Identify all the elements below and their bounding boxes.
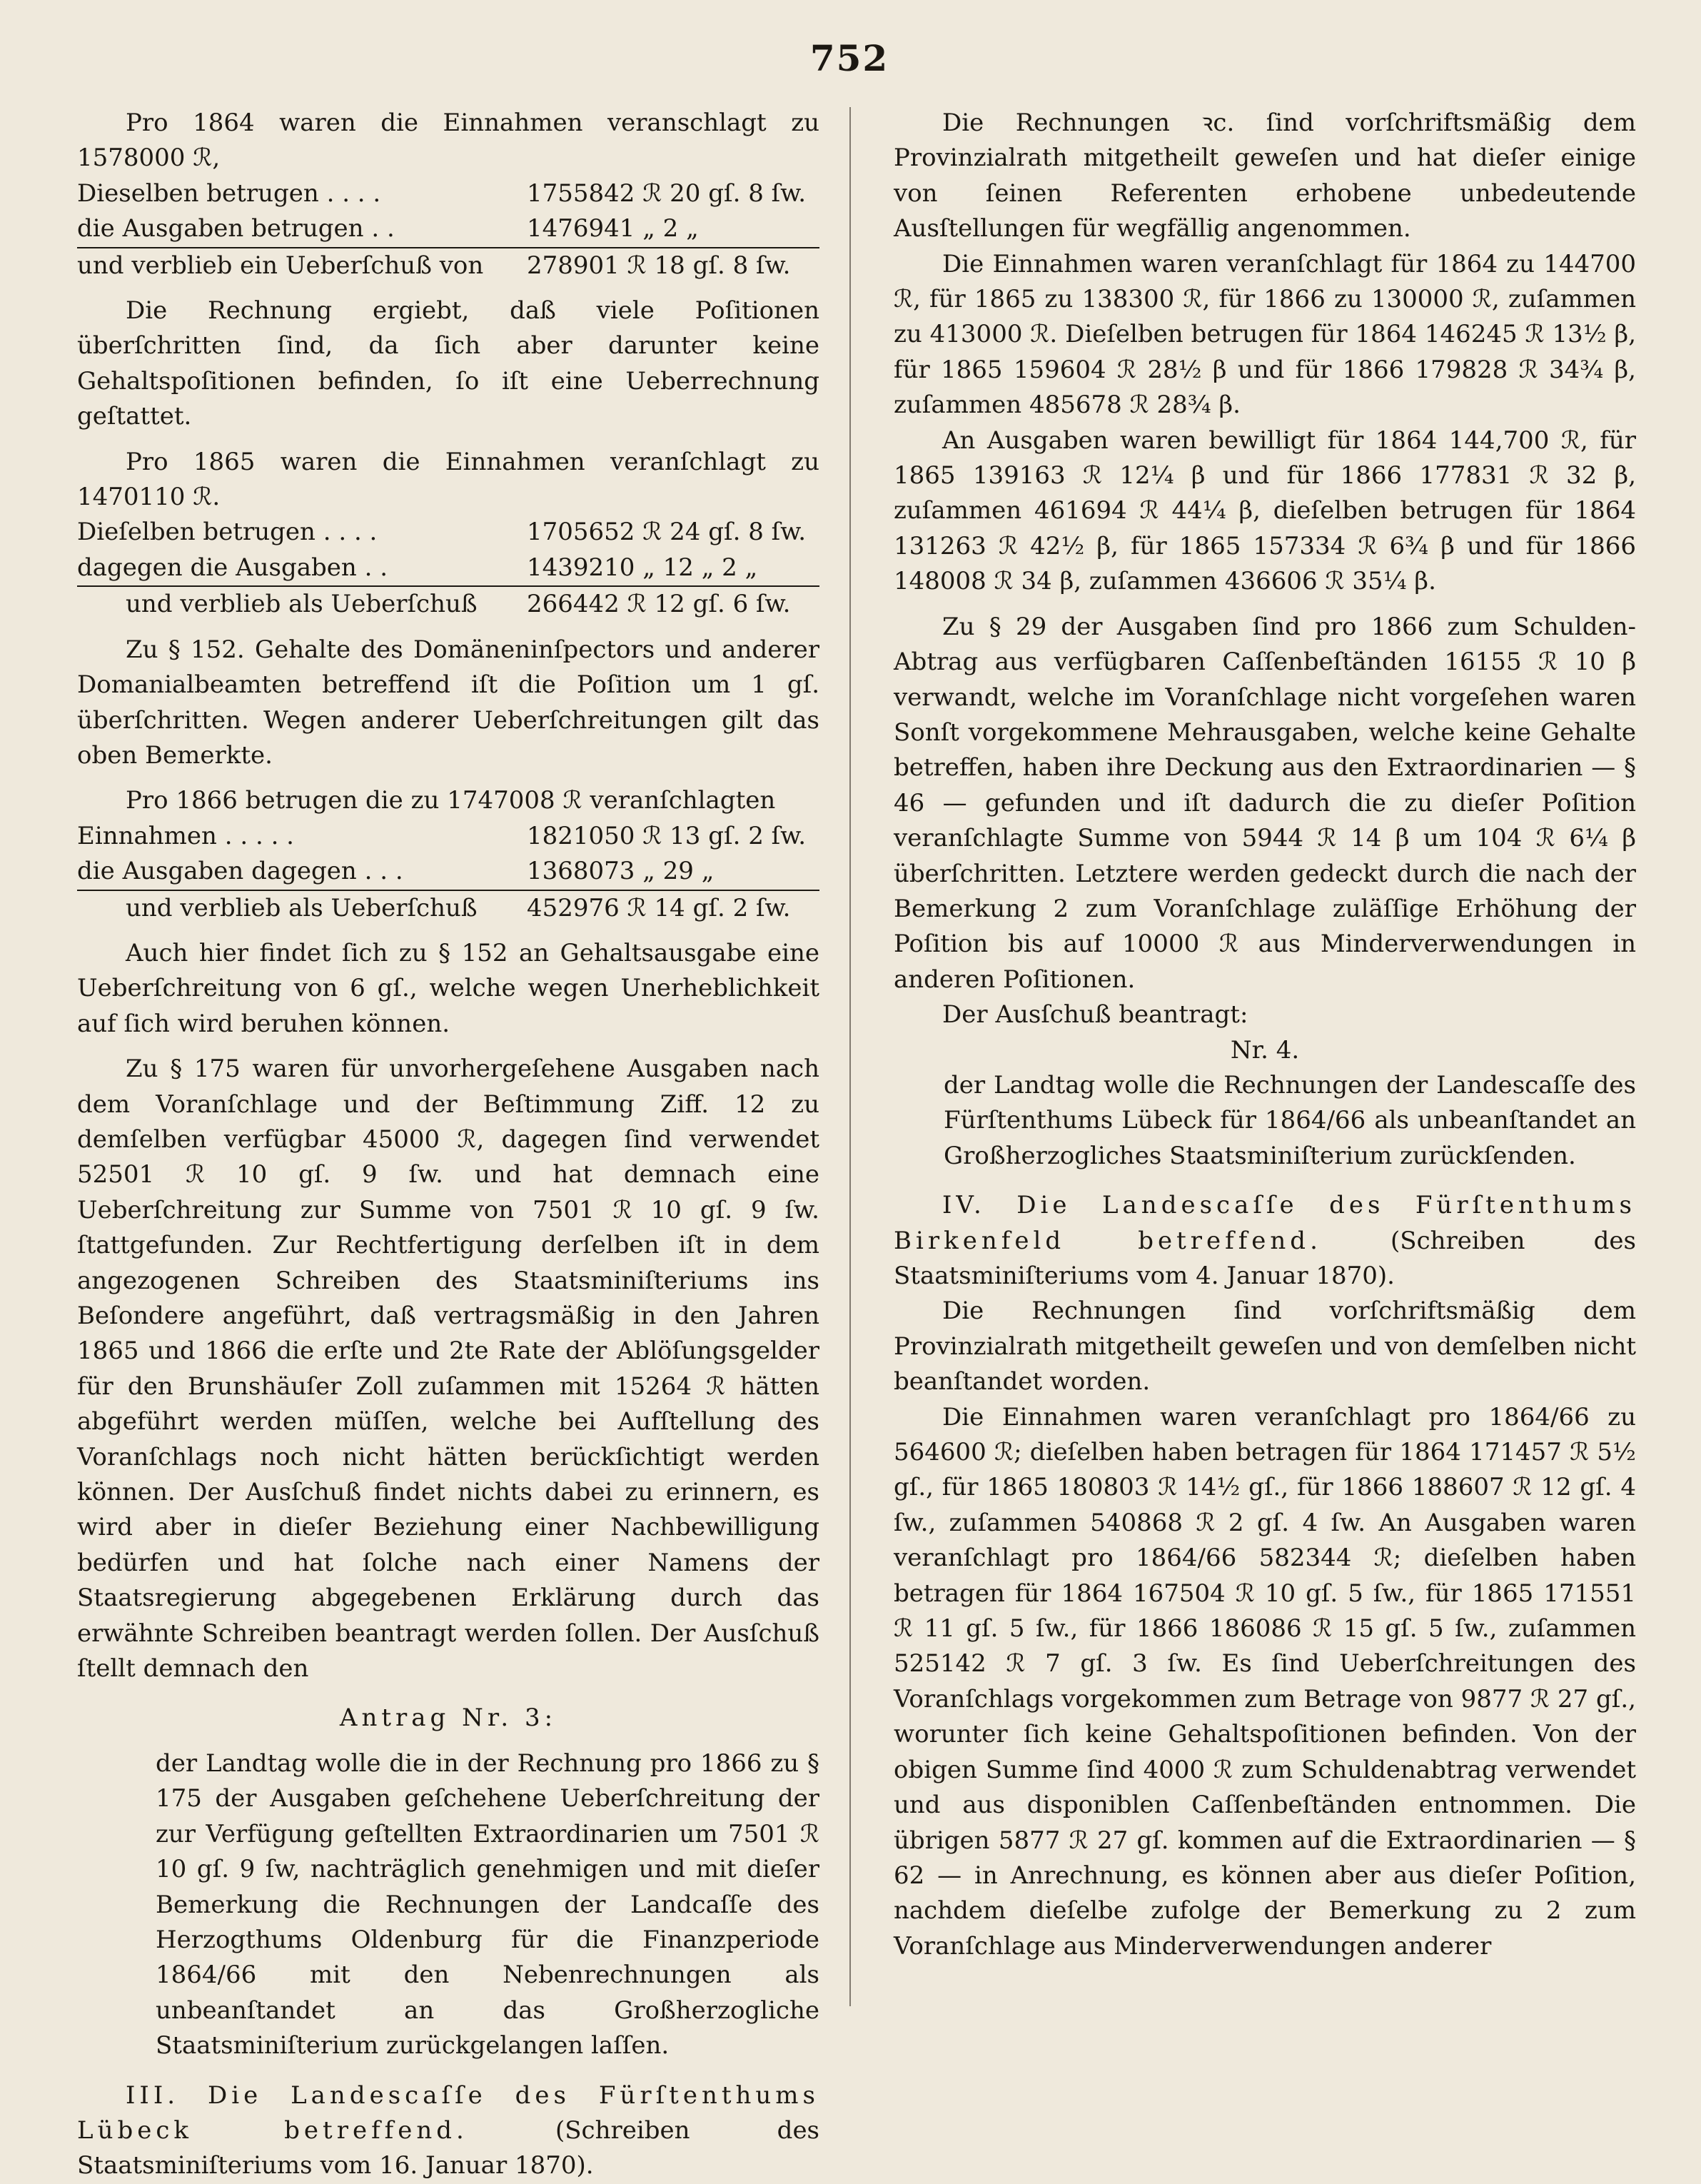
paragraph: Zu § 152. Gehalte des Domäneninſpectors und anderer Domanialbeamten betreffend iſt die Poſition um 1 gſ. überſchritten. Wegen anderer Ueberſchreitungen gilt das oben Bemerkte. [77,635,819,770]
account-label: dagegen die Ausgaben . . [77,553,388,582]
account-sum-value: 452976 ℛ 14 gſ. 2 ſw. [527,890,819,926]
pro1866-account [77,819,819,926]
antrag-text: der Landtag wolle die in der Rechnung pro 1866 zu § 175 der Ausgaben geſchehene Ueberſchreitung der zur Verfügung geſtellten Extraordinarien um 7501 ℛ 10 gſ. 9 ſw, nachträglich genehmigen und mit dieſer Bemerkung die Rechnungen der Landcaſſe des Herzogthums Oldenburg für die Finanzperiode 1864/66 mit den Nebenrechnungen als unbeanſtandet an das Großherzogliche Staatsminiſterium zurückgelangen laſſen. [156,1748,819,2060]
paragraph: Die Rechnung ergiebt, daß viele Poſitionen überſchritten ſind, da ſich aber darunter keine Gehaltspoſitionen befinden, ſo iſt eine Ueberrechnung geſtattet. [77,296,819,431]
paragraph: Die Einnahmen waren veranſchlagt pro 1864/66 zu 564600 ℛ; dieſelben haben betragen für 1864 171457 ℛ 5½ gſ., für 1865 180803 ℛ 14½ gſ., für 1866 188607 ℛ 12 gſ. 4 ſw., zuſammen 540868 ℛ 2 gſ. 4 ſw. An Ausgaben waren veranſchlagt pro 1864/66 582344 ℛ; dieſelben haben betragen für 1864 167504 ℛ 10 gſ. 5 ſw., für 1865 171551 ℛ 11 gſ. 5 ſw., für 1866 186086 ℛ 15 gſ. 5 ſw., zuſammen 525142 ℛ 7 gſ. 3 ſw. Es ſind Ueberſchreitungen des Voranſchlags vorgekommen zum Betrage von 9877 ℛ 27 gſ., worunter ſich keine Gehaltspoſitionen befinden. Von der obigen Summe ſind 4000 ℛ zum Schuldenabtrag verwendet und aus disponiblen Caſſenbeſtänden entnommen. Die übrigen 5877 ℛ 27 gſ. kommen auf die Extraordinarien — § 62 — in Anrechnung, es können aber aus dieſer Poſition, nachdem dieſelbe zufolge der Bemerkung zu 2 zum Voranſchlage aus Minderverwendungen anderer [894,1402,1636,1961]
section-reference: (Schreiben des Staatsminiſteriums vom 4. Januar 1870). [894,1226,1636,1290]
antrag-heading: Nr. 4. [1230,1035,1300,1065]
account-value: 1368073 „ 29 „ [527,857,715,886]
pro1866-intro: Pro 1866 betrugen die zu 1747008 ℛ veranſchlagten [126,786,776,815]
left-column [77,106,819,2184]
account-sum-label: und verblieb ein Ueberſchuß von [77,248,527,283]
account-sum-label: und verblieb als Ueberſchuß [77,890,527,926]
section-heading [894,1188,1636,1294]
column-divider [849,107,851,2006]
paragraph: Die Rechnungen ꝛc. ſind vorſchriftsmäßig dem Provinzialrath mitgetheilt geweſen und hat dieſer einige von ſeinen Referenten erhobene unbedeutende Ausſtellungen für wegfällig angenommen. [894,109,1636,243]
account-value: 1821050 ℛ 13 gſ. 2 ſw. [527,821,807,850]
account-label: die Ausgaben dagegen . . . [77,857,403,886]
section-title: IV. Die Landescaſſe des Fürſtenthums Birkenfeld betreffend. [894,1191,1636,1255]
account-label: die Ausgaben betrugen . . [77,214,395,243]
section-reference: (Schreiben des Staatsminiſteriums vom 16. Januar 1870). [77,2115,820,2180]
antrag-heading: Antrag Nr. 3: [339,1704,557,1733]
paragraph: Die Rechnungen ſind vorſchriftsmäßig dem Provinzialrath mitgetheilt geweſen und von demſelben nicht beanſtandet worden. [894,1297,1636,1397]
account-label: Dieſelben betrugen . . . . [77,518,378,547]
paragraph: Auch hier findet ſich zu § 152 an Gehaltsausgabe eine Ueberſchreitung von 6 gſ., welche wegen Unerheblichkeit auf ſich wird beruhen können. [77,938,819,1038]
pro1864-account [77,176,819,283]
account-label: Einnahmen . . . . . [77,821,294,850]
paragraph: An Ausgaben waren bewilligt für 1864 144,700 ℛ, für 1865 139163 ℛ 12¼ β und für 1866 177831 ℛ 32 β, zuſammen 461694 ℛ 44¼ β, dieſelben betrugen für 1864 131263 ℛ 42½ β, für 1865 157334 ℛ 6¾ β und für 1866 148008 ℛ 34 β, zuſammen 436606 ℛ 35¼ β. [894,426,1636,596]
section-heading [77,2078,819,2184]
paragraph: Zu § 175 waren für unvorhergeſehene Ausgaben nach dem Voranſchlage und der Beſtimmung Ziff. 12 zu demſelben verfügbar 45000 ℛ, dagegen ſind verwendet 52501 ℛ 10 gſ. 9 ſw. und hat demnach eine Ueberſchreitung zur Summe von 7501 ℛ 10 gſ. 9 ſw. ſtattgefunden. Zur Rechtfertigung derſelben iſt in dem angezogenen Schreiben des Staatsminiſteriums ins Beſondere angeführt, daß vertragsmäßig in den Jahren 1865 und 1866 die erſte und 2te Rate der Ablöſungsgelder für den Brunshäuſer Zoll zuſammen mit 15264 ℛ hätten abgeführt werden müſſen, welche bei Aufſtellung des Voranſchlags noch nicht hätten berückſichtigt werden können. Der Ausſchuß findet nichts dabei zu erinnern, es wird aber in dieſer Beziehung einer Nachbewilligung bedürfen und hat ſolche nach einer Namens der Staatsregierung abgegebenen Erklärung durch das erwähnte Schreiben beantragt werden ſollen. Der Ausſchuß ſtellt demnach den [77,1055,819,1684]
section-title: III. Die Landescaſſe des Fürſtenthums Lübeck betreffend. [77,2080,819,2145]
account-value: 1705652 ℛ 24 gſ. 8 ſw. [527,518,807,547]
account-sum-label: und verblieb als Ueberſchuß [77,586,527,622]
account-value: 1476941 „ 2 „ [527,214,699,243]
account-value: 1439210 „ 12 „ 2 „ [527,553,758,582]
account-value: 1755842 ℛ 20 gſ. 8 ſw. [527,178,807,208]
pro1865-account [77,515,819,622]
paragraph: Die Einnahmen waren veranſchlagt für 1864 zu 144700 ℛ, für 1865 zu 138300 ℛ, für 1866 zu 130000 ℛ, zuſammen zu 413000 ℛ. Dieſelben betrugen für 1864 146245 ℛ 13½ β, für 1865 159604 ℛ 28½ β und für 1866 179828 ℛ 34¾ β, zuſammen 485678 ℛ 28¾ β. [894,249,1636,420]
account-label: Dieselben betrugen . . . . [77,178,381,208]
paragraph: Der Ausſchuß beantragt: [942,1000,1248,1030]
pro1865-intro: Pro 1865 waren die Einnahmen veranſchlagt zu 1470110 ℛ. [77,447,819,512]
page-number: 752 [809,37,889,79]
pro1864-intro: Pro 1864 waren die Einnahmen veranschlagt zu 1578000 ℛ, [77,109,819,173]
right-column [894,106,1636,1964]
antrag-text: der Landtag wolle die Rechnungen der Landescaſſe des Fürſtenthums Lübeck für 1864/66 als unbeanſtandet an Großherzogliches Staatsminiſterium zurückſenden. [944,1070,1636,1170]
account-sum-value: 266442 ℛ 12 gſ. 6 ſw. [527,586,819,622]
account-sum-value: 278901 ℛ 18 gſ. 8 ſw. [527,248,819,283]
paragraph: Zu § 29 der Ausgaben ſind pro 1866 zum Schulden-Abtrag aus verfügbaren Caſſenbeſtänden 16155 ℛ 10 β verwandt, welche im Voranſchlage nicht vorgeſehen waren Sonſt vorgekommene Mehrausgaben, welche keine Gehalte betreffen, haben ihre Deckung aus den Extraordinarien — § 46 — gefunden und iſt dadurch die zu dieſer Poſition veranſchlagte Summe von 5944 ℛ 14 β um 104 ℛ 6¼ β überſchritten. Letztere werden gedeckt durch die nach der Bemerkung 2 zum Voranſchlage zuläſſige Erhöhung der Poſition bis auf 10000 ℛ aus Minderverwendungen in anderen Poſitionen. [894,612,1636,994]
